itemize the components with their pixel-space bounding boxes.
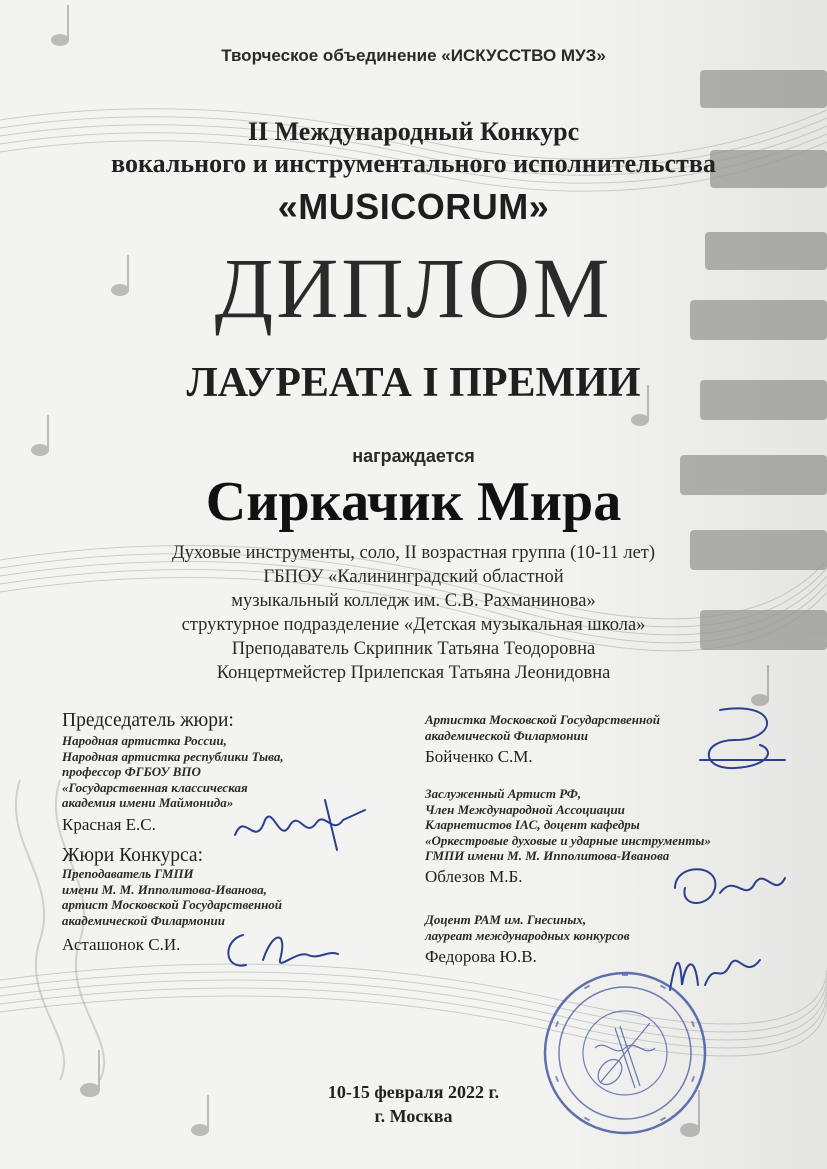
- jury-members-heading: Жюри Конкурса:: [62, 845, 203, 866]
- recipient-name: Сиркачик Мира: [205, 471, 622, 533]
- jury-member-4-name: Федорова Ю.В.: [425, 947, 537, 966]
- event-date: 10-15 февраля 2022 г.: [327, 1082, 500, 1102]
- details-line: Концертмейстер Прилепская Татьяна Леонидовна: [216, 663, 611, 683]
- jury-member-1-description: Преподаватель ГМПИ имени М. М. Ипполитова-Иванова, артист Московской Государственной академической Филармонии: [62, 866, 283, 928]
- jury-chair-description: Народная артистка России, Народная артистка республики Тыва, профессор ФГБОУ ВПО «Государственная классическая академия имени Маймонида»: [62, 733, 284, 810]
- details-line: Духовые инструменты, соло, II возрастная группа (10-11 лет): [171, 543, 656, 563]
- signature-member-3: [660, 858, 790, 918]
- jury-member-3-name: Облезов М.Б.: [425, 867, 523, 886]
- awarded-label: награждается: [352, 446, 475, 466]
- contest-title-line-1: II Международный Конкурс: [247, 117, 580, 146]
- jury-member-2-description: Артистка Московской Государственной академической Филармонии: [425, 712, 660, 743]
- details-line: ГБПОУ «Калининградский областной: [263, 567, 564, 587]
- laureate-title: ЛАУРЕАТА I ПРЕМИИ: [186, 360, 641, 406]
- signature-member-1: [218, 920, 348, 980]
- contest-name: «MUSICORUM»: [277, 186, 550, 227]
- jury-member-3-description: Заслуженный Артист РФ, Член Международной Ассоциации Кларнетистов IAC, доцент кафедры «Оркестровые духовые и ударные инструменты» ГМПИ имени М. М. Ипполитова-Иванова: [425, 786, 711, 863]
- details-line: Преподаватель Скрипник Татьяна Теодоровна: [231, 639, 596, 659]
- contest-title-line-2: вокального и инструментального исполнительства: [111, 149, 716, 178]
- event-city: г. Москва: [374, 1106, 453, 1126]
- jury-member-4-description: Доцент РАМ им. Гнесиных, лауреат международных конкурсов: [425, 912, 630, 943]
- details-line: музыкальный колледж им. С.В. Рахманинова»: [231, 591, 596, 611]
- signature-member-2: [680, 700, 790, 790]
- jury-chair-name: Красная Е.С.: [62, 815, 156, 834]
- details-line: структурное подразделение «Детская музыкальная школа»: [181, 615, 646, 635]
- diploma-title: ДИПЛОМ: [214, 240, 613, 336]
- organization-name: Творческое объединение «ИСКУССТВО МУЗ»: [221, 46, 606, 65]
- award-details: [0, 541, 827, 685]
- jury-member-2-name: Бойченко С.М.: [425, 747, 533, 766]
- signature-chair: [225, 790, 375, 860]
- jury-chair-heading: Председатель жюри:: [62, 710, 234, 731]
- jury-member-1-name: Асташонок С.И.: [62, 935, 181, 954]
